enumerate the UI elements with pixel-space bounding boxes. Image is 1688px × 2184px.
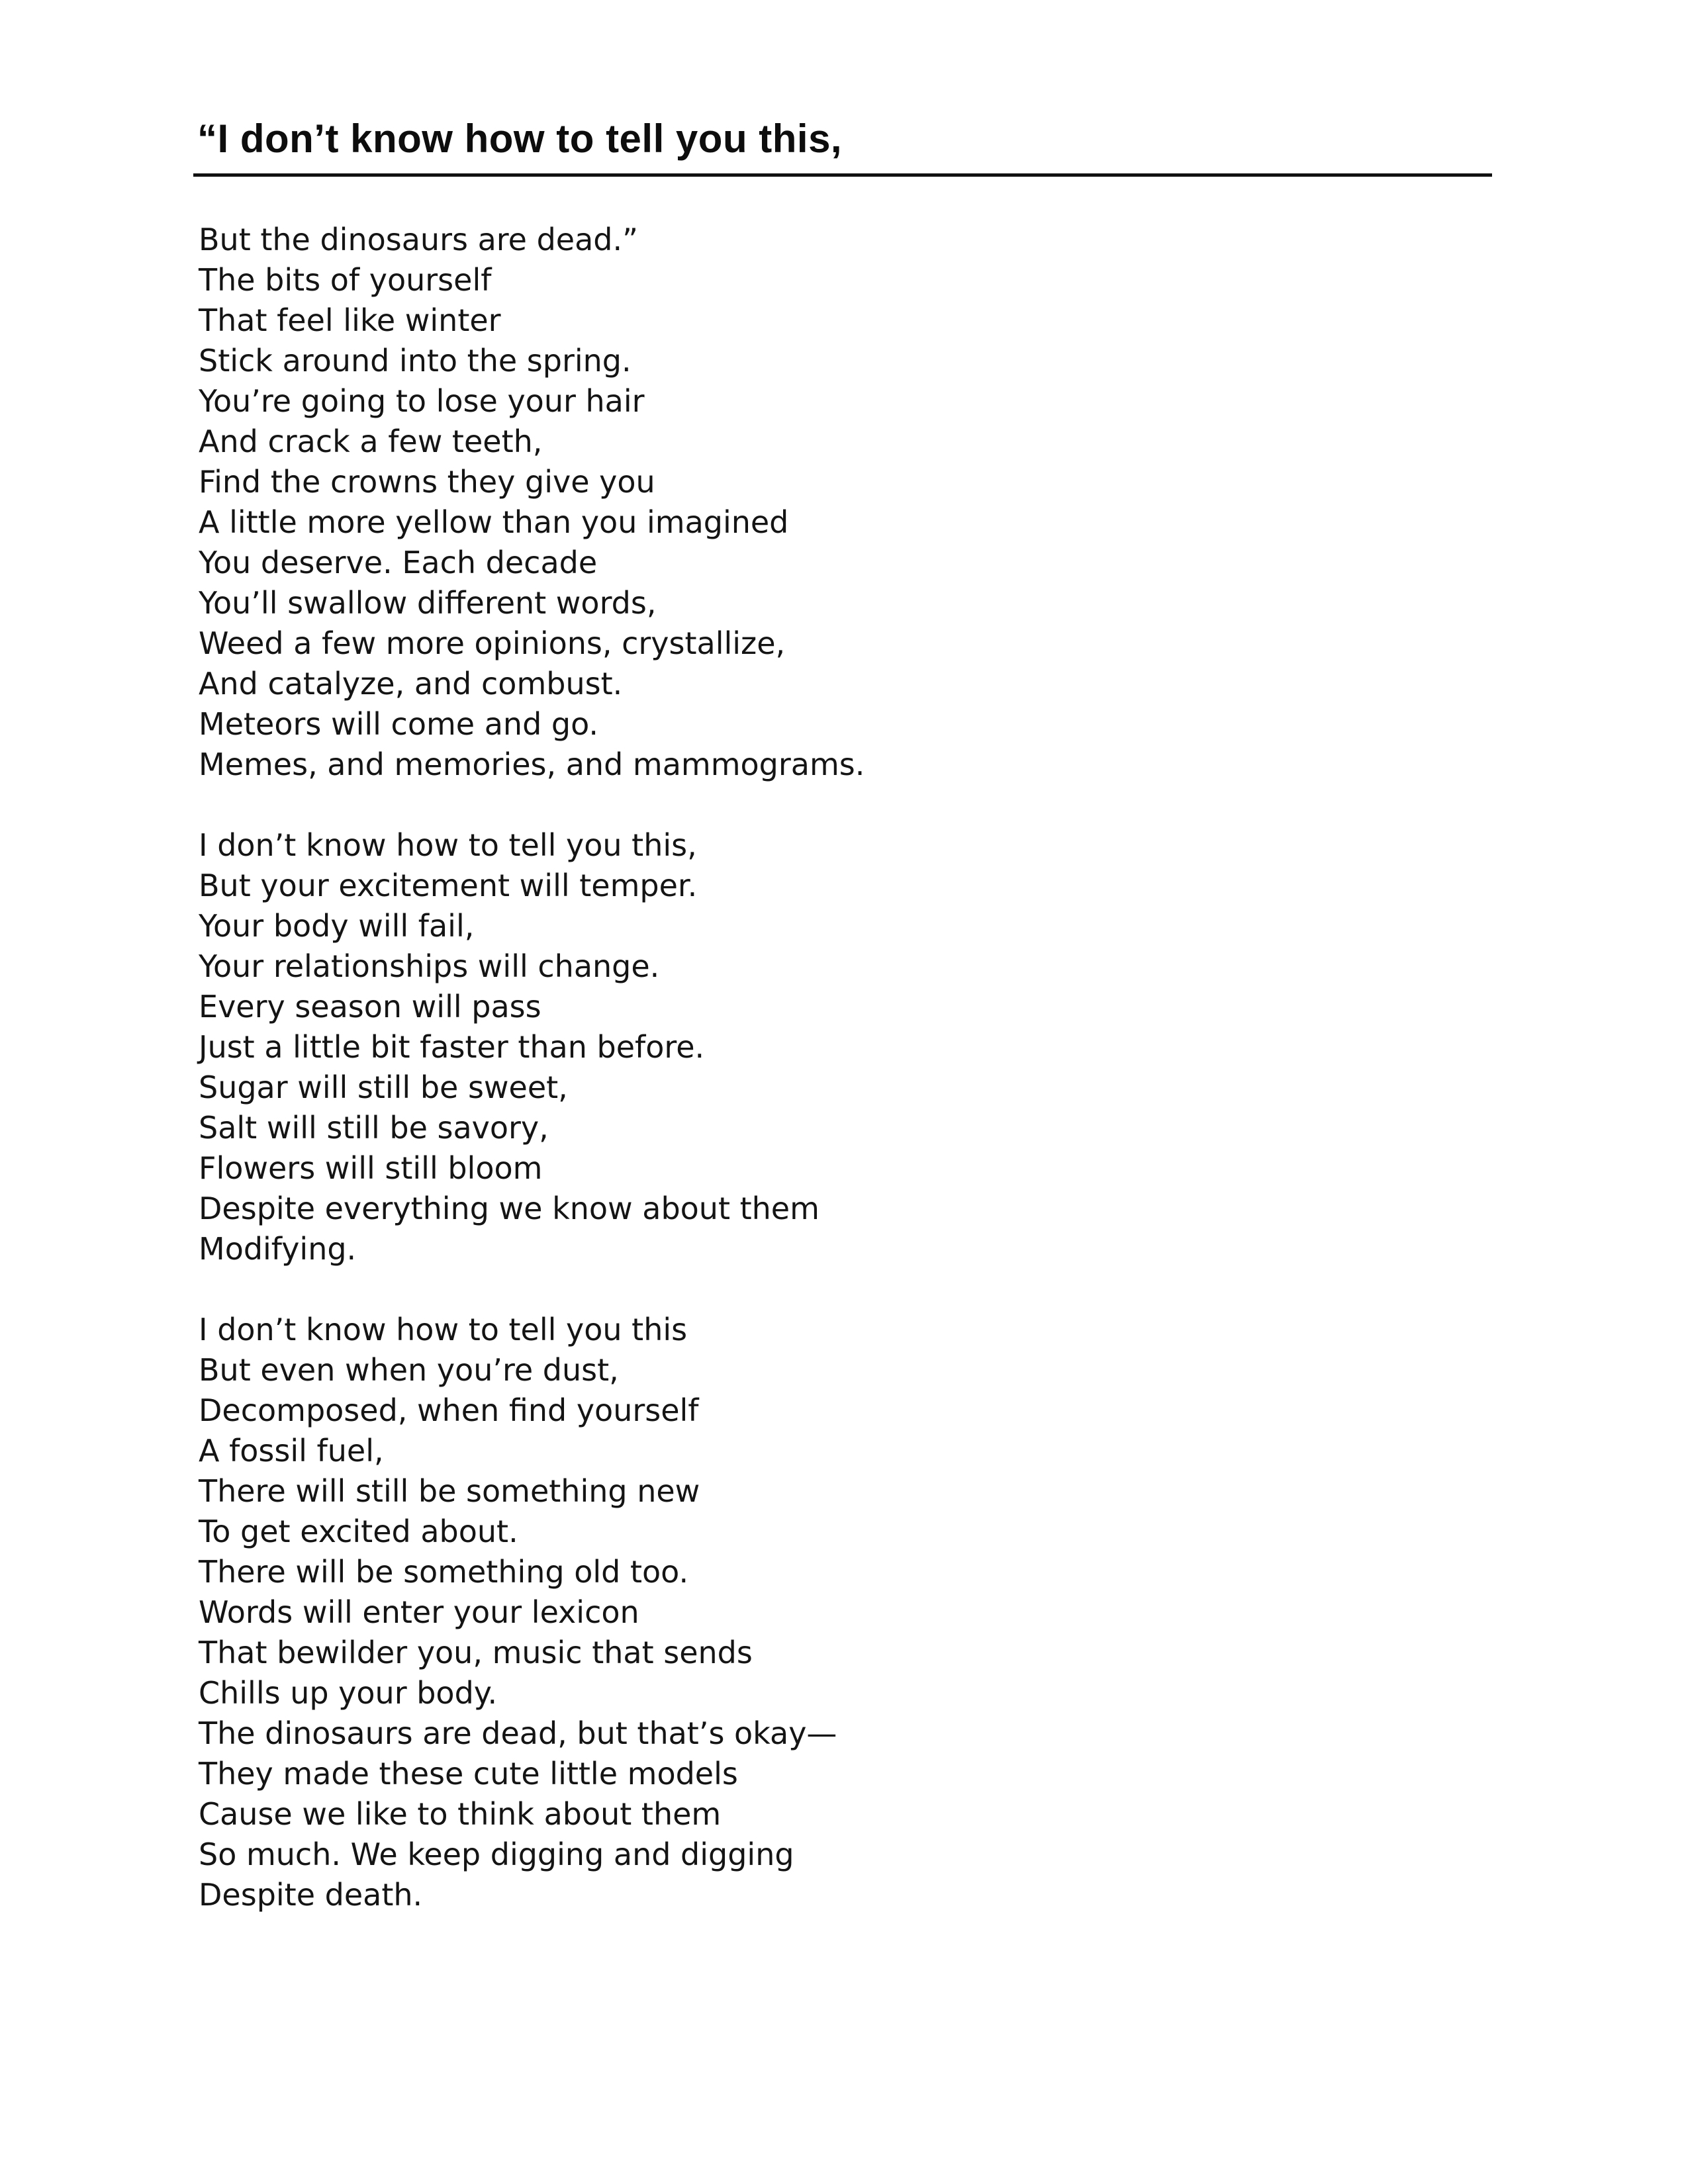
- poem-line: Sugar will still be sweet,: [199, 1069, 568, 1105]
- poem-line: A little more yellow than you imagined: [199, 504, 789, 540]
- poem-line: But even when you’re dust,: [199, 1352, 619, 1388]
- poem-line: Chills up your body.: [199, 1675, 498, 1711]
- poem-line: Your body will fail,: [199, 908, 475, 944]
- poem-line: Words will enter your lexicon: [199, 1594, 639, 1630]
- poem-body: [199, 220, 1456, 1956]
- poem-line: There will be something old too.: [199, 1554, 689, 1590]
- poem-line: Find the crowns they give you: [199, 464, 655, 500]
- poem-line: The dinosaurs are dead, but that’s okay—: [199, 1715, 837, 1751]
- poem-line: And catalyze, and combust.: [199, 666, 623, 702]
- poem-line: Weed a few more opinions, crystallize,: [199, 625, 786, 661]
- poem-line: To get excited about.: [199, 1514, 518, 1549]
- poem-line: Meteors will come and go.: [199, 706, 599, 742]
- poem-line: Memes, and memories, and mammograms.: [199, 747, 865, 782]
- poem-line: I don’t know how to tell you this: [199, 1312, 688, 1347]
- poem-line: Just a little bit faster than before.: [199, 1029, 705, 1065]
- stanza-3: [199, 1310, 1456, 1915]
- poem-line: I don’t know how to tell you this,: [199, 827, 697, 863]
- poem-line: That bewilder you, music that sends: [199, 1635, 753, 1670]
- poem-title: “I don’t know how to tell you this,: [197, 116, 843, 161]
- poem-line: Your relationships will change.: [199, 948, 660, 984]
- poem-line: Despite everything we know about them: [199, 1191, 820, 1226]
- poem-line: And crack a few teeth,: [199, 424, 543, 459]
- title-underline: [193, 173, 1492, 177]
- poem-line: There will still be something new: [199, 1473, 700, 1509]
- poem-line: But the dinosaurs are dead.”: [199, 222, 638, 257]
- poem-line: You deserve. Each decade: [199, 545, 598, 580]
- poem-line: Every season will pass: [199, 989, 541, 1024]
- poem-line: The bits of yourself: [199, 262, 492, 298]
- poem-line: A fossil fuel,: [199, 1433, 384, 1469]
- poem-line: Cause we like to think about them: [199, 1796, 722, 1832]
- poem-line: So much. We keep digging and digging: [199, 1837, 794, 1872]
- poem-line: Stick around into the spring.: [199, 343, 632, 379]
- poem-line: You’re going to lose your hair: [199, 383, 645, 419]
- stanza-1: [199, 220, 1456, 785]
- poem-line: Decomposed, when find yourself: [199, 1392, 699, 1428]
- poem-line: Despite death.: [199, 1877, 423, 1913]
- poem-line: Flowers will still bloom: [199, 1150, 543, 1186]
- poem-line: Modifying.: [199, 1231, 357, 1267]
- poem-line: But your excitement will temper.: [199, 868, 698, 903]
- poem-line: They made these cute little models: [199, 1756, 738, 1792]
- poem-line: You’ll swallow different words,: [199, 585, 657, 621]
- poem-line: That feel like winter: [199, 302, 501, 338]
- poem-line: Salt will still be savory,: [199, 1110, 549, 1146]
- stanza-2: [199, 825, 1456, 1269]
